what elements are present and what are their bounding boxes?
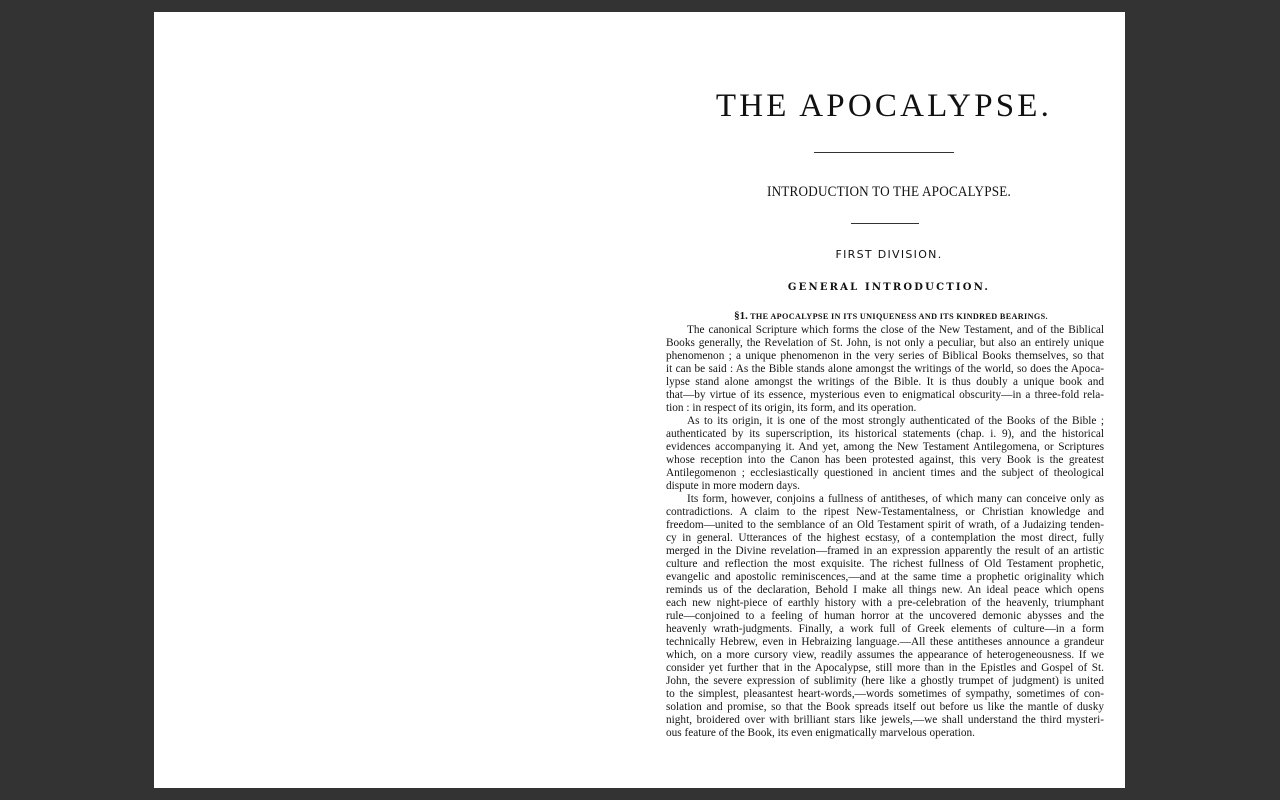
text-line: it can be said : As the Bible stands alone amongst the writings of the world, so does the Apoca- bbox=[666, 363, 1104, 375]
division-heading: FIRST DIVISION. bbox=[835, 248, 943, 261]
text-line: merged in the Divine revelation—framed in an expression apparently the result of an artistic bbox=[666, 545, 1104, 557]
text-line: which, on a more cursory view, readily assumes the appearance of heterogeneousness. If we bbox=[666, 649, 1104, 661]
text-line: reminds us of the declaration, Behold I make all things new. An ideal peace which opens bbox=[666, 584, 1104, 596]
text-line: The canonical Scripture which forms the close of the New Testament, and of the Biblical bbox=[687, 324, 1104, 336]
divider-rule bbox=[814, 152, 954, 153]
text-line: that—by virtue of its essence, mysterious even to enigmatical obscurity—in a three-fold rela- bbox=[666, 389, 1104, 401]
text-line: authenticated by its superscription, its historical statements (chap. i. 9), and the historical bbox=[666, 428, 1104, 440]
divider-rule-short bbox=[851, 223, 919, 224]
text-line: heavenly wrath-judgments. Finally, a work full of Greek elements of culture—in a form bbox=[666, 623, 1104, 635]
text-line: dispute in more modern days. bbox=[666, 480, 800, 492]
text-line: contradictions. A claim to the ripest New-Testamentalness, or Christian knowledge and bbox=[666, 506, 1104, 518]
text-line: phenomenon ; a unique phenomenon in the very series of Biblical Books themselves, so that bbox=[666, 350, 1104, 362]
section-number: §1. bbox=[734, 310, 748, 322]
book-page bbox=[154, 12, 1125, 788]
text-line: As to its origin, it is one of the most strongly authenticated of the Books of the Bible ; bbox=[687, 415, 1104, 427]
text-line: lypse stand alone amongst the writings of the Bible. It is thus doubly a unique book and bbox=[666, 376, 1104, 388]
text-line: Its form, however, conjoins a fullness of antitheses, of which many can conceive only as bbox=[687, 493, 1104, 505]
text-line: John, the severe expression of sublimity (here like a ghostly trumpet of judgment) is united bbox=[666, 675, 1104, 687]
paragraph-origin bbox=[666, 415, 1104, 493]
text-line: night, broidered over with brilliant stars like jewels,—we shall understand the third mysteri- bbox=[666, 714, 1104, 726]
text-line: each new night-piece of earthly history with a pre-celebration of the heavenly, triumphant bbox=[666, 597, 1104, 609]
text-line: to the simplest, pleasantest heart-words,—words sometimes of sympathy, sometimes of con- bbox=[666, 688, 1104, 700]
introduction-heading: INTRODUCTION TO THE APOCALYPSE. bbox=[767, 184, 1011, 200]
text-line: ous feature of the Book, its even enigmatically marvelous operation. bbox=[666, 727, 976, 739]
text-line: freedom—united to the semblance of an Old Testament spirit of wrath, of a Judaizing tenden- bbox=[666, 519, 1104, 531]
text-line: Antilegomenon ; ecclesiastically questioned in ancient times and the subject of theological bbox=[666, 467, 1104, 479]
text-line: culture and reflection the most exquisite. The richest fullness of Old Testament prophetic, bbox=[666, 558, 1104, 570]
text-line: evidences accompanying it. And yet, among the New Testament Antilegomena, or Scriptures bbox=[666, 441, 1104, 453]
text-line: evangelic and apostolic reminiscences,—and at the same time a prophetic originality which bbox=[666, 571, 1104, 583]
text-line: cy in general. Utterances of the highest ecstasy, of a contemplation the most direct, fully bbox=[666, 532, 1104, 544]
paragraph-origin-intro bbox=[666, 324, 1104, 415]
text-line: solation and promise, so that the Book spreads itself out before us like the mantle of dusky bbox=[666, 701, 1104, 713]
section-title: THE APOCALYPSE IN ITS UNIQUENESS AND ITS KINDRED BEARINGS. bbox=[750, 312, 1048, 321]
body-text bbox=[666, 324, 1104, 740]
page-title: THE APOCALYPSE. bbox=[715, 88, 1053, 124]
text-line: whose reception into the Canon has been protested against, this very Book is the greatest bbox=[666, 454, 1104, 466]
paragraph-form bbox=[666, 493, 1104, 740]
general-introduction-heading: GENERAL INTRODUCTION. bbox=[787, 282, 991, 293]
text-line: rule—conjoined to a feeling of human horror at the uncovered demonic abysses and the bbox=[666, 610, 1104, 622]
text-line: tion : in respect of its origin, its form, and its operation. bbox=[666, 402, 917, 414]
text-line: consider yet further that in the Apocalypse, still more than in the Epistles and Gospel of St. bbox=[666, 662, 1104, 674]
text-line: technically Hebrew, even in Hebraizing language.—All these antitheses announce a grandeur bbox=[666, 636, 1104, 648]
section-heading bbox=[666, 310, 1116, 322]
text-line: Books generally, the Revelation of St. John, is not only a peculiar, but also an entirely unique bbox=[666, 337, 1104, 349]
